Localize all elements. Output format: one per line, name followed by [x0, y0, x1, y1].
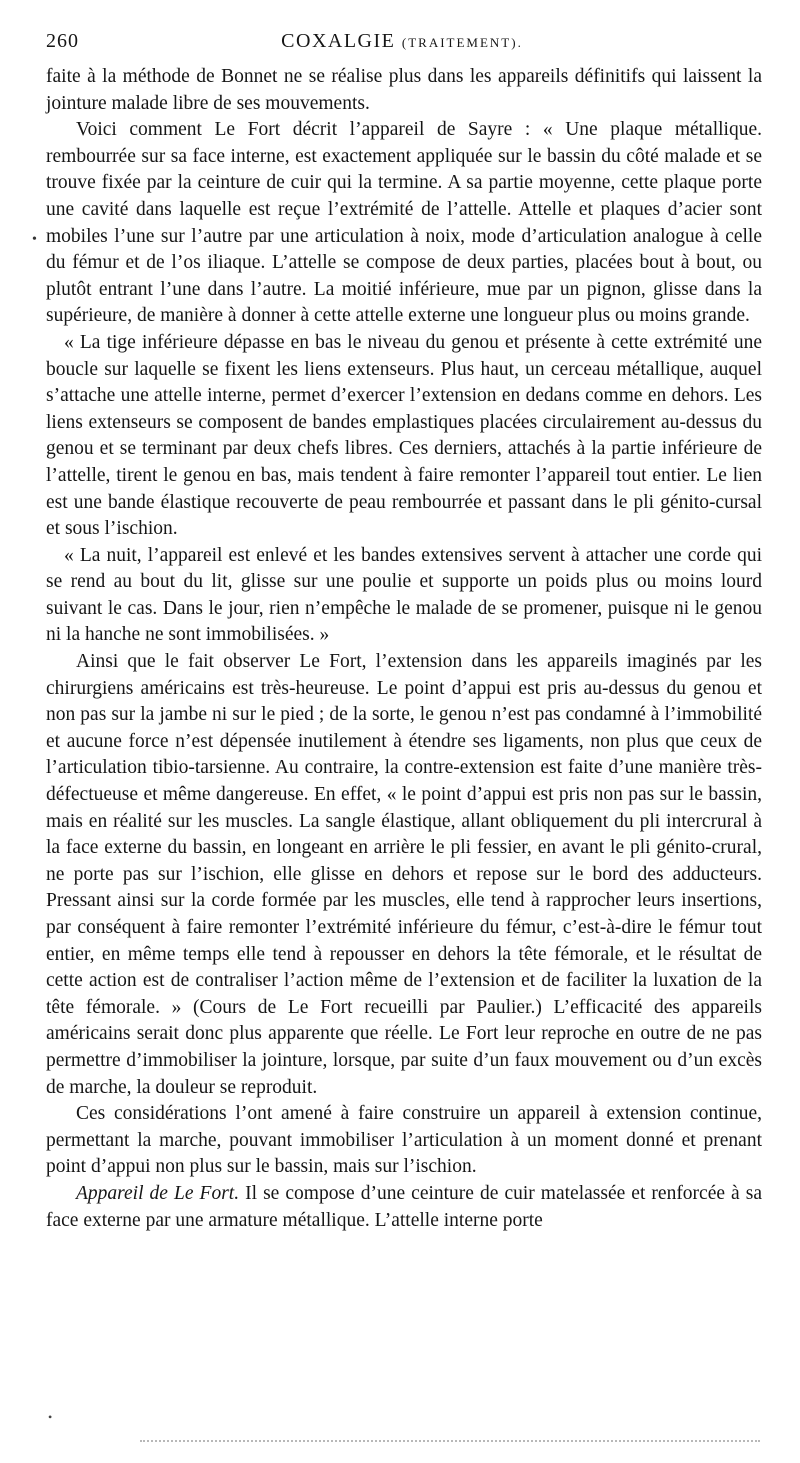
running-title-sub: (TRAITEMENT).	[401, 35, 523, 50]
running-head	[46, 30, 758, 56]
running-title	[46, 30, 758, 53]
page-number: 260	[46, 30, 79, 52]
bottom-margin-mark: •	[48, 1410, 53, 1424]
paragraph-sayre-description: Voici comment Le Fort décrit l’appareil de Sayre : « Une plaque métallique. rembourrée sur sa face interne, est exactement appliquée sur le bassin du côté malade et se trouve fixée par la ceinture de cuir qui la termine. A sa partie moyenne, cette plaque porte une cavité dans laquelle est reçue l’extrémité de l’attelle. Attelle et plaques d’acier sont mobiles l’une sur l’autre par une articulation à noix, mode d’articulation analogue à celle du fémur et de l’os iliaque. L’attelle se compose de deux parties, placées bout à bout, ou plutôt entrant l’une dans l’autre. La moitié inférieure, mue par un pignon, glisse dans la supérieure, de manière à donner à cette attelle externe une longueur plus ou moins grande.	[46, 119, 762, 327]
body-text	[46, 64, 762, 1234]
paragraph-le-fort-apparatus	[46, 1181, 762, 1234]
paragraph-continued: faite à la méthode de Bonnet ne se réalise plus dans les appareils définitifs qui laissent la jointure malade libre de ses mouvements.	[46, 66, 762, 114]
paragraph-considerations: Ces considérations l’ont amené à faire construire un appareil à extension continue, permettant la marche, pouvant immobiliser l’articulation à un moment donné et prenant point d’appui non plus sur le bassin, mais sur l’ischion.	[46, 1103, 762, 1178]
apparatus-heading: Appareil de Le Fort.	[76, 1182, 240, 1204]
paragraph-quote-lower-rod: « La tige inférieure dépasse en bas le niveau du genou et présente à cette extrémité une boucle sur laquelle se fixent les liens extenseurs. Plus haut, un cerceau métallique, auquel s’attache une attelle interne, permet d’exercer l’extension en dedans comme en dehors. Les liens extenseurs se composent de bandes emplastiques placées circulairement au-dessus du genou et se terminant par deux chefs libres. Ces derniers, attachés à la partie inférieure de l’attelle, tirent le genou en bas, mais tendent à faire remonter l’appareil tout entier. Le lien est une bande élastique recouverte de peau rembourrée et passant dans le pli génito-cursal et sous l’ischion.	[46, 331, 762, 540]
apparatus-text: Il se compose d’une ceinture de cuir matelassée et renforcée à sa face externe par une armature métallique. L’attelle interne porte	[46, 1182, 762, 1231]
paragraph-extension-critique: Ainsi que le fait observer Le Fort, l’extension dans les appareils imaginés par les chirurgiens américains est très-heureuse. Le point d’appui est pris au-dessus du genou et non pas sur la jambe ni sur le pied ; de la sorte, le genou n’est pas condamné à l’immobilité et aucune force n’est dépensée inutilement à étendre ses ligaments, non plus que ceux de l’articulation tibio-tarsienne. Au contraire, la contre-extension est faite d’une manière très-défectueuse et même dangereuse. En effet, « le point d’appui est pris non pas sur le bassin, mais en réalité sur les muscles. La sangle élastique, allant obliquement du pli intercrural à la face externe du bassin, en longeant en arrière le pli fessier, en avant le pli génito-crural, ne porte pas sur l’ischion, elle glisse en dehors et repose sur le bord des adducteurs. Pressant ainsi sur la corde formée par les muscles, elle tend à rapprocher leurs insertions, par conséquent à faire remonter l’extrémité inférieure du fémur, c’est-à-dire le fémur tout entier, en même temps elle tend à repousser en dehors la tête fémorale, et le résultat de cette action est de contraliser l’action même de l’extension et de faciliter la luxation de la tête fémorale. » (Cours de Le Fort recueilli par Paulier.) L’efficacité des appareils américains serait donc plus apparente que réelle. Le Fort leur reproche en outre de ne pas permettre d’immobiliser la jointure, lorsque, par suite d’un faux mouvement ou d’un excès de marche, la douleur se reproduit.	[46, 651, 762, 1098]
margin-mark: •	[32, 232, 37, 247]
paragraph-quote-night: « La nuit, l’appareil est enlevé et les bandes extensives servent à attacher une corde qui se rend au bout du lit, glisse sur une poulie et supporte un poids plus ou moins lourd suivant le cas. Dans le jour, rien n’empêche le malade de se promener, puisque ni le genou ni la hanche ne sont immobilisées. »	[46, 544, 762, 646]
running-title-main: COXALGIE	[281, 30, 396, 52]
next-page-bleed-through	[140, 1440, 760, 1446]
